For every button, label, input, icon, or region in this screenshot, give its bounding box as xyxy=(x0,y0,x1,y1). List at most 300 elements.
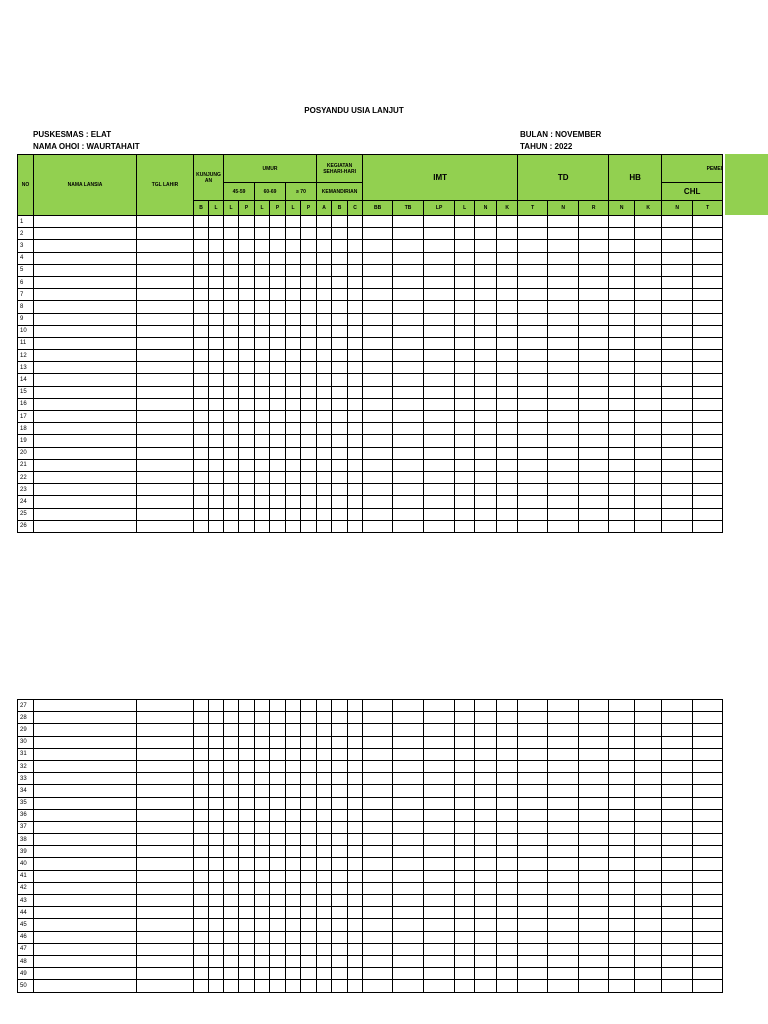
table-cell[interactable] xyxy=(137,459,194,471)
table-cell[interactable] xyxy=(255,252,270,264)
table-cell[interactable] xyxy=(137,907,194,919)
table-cell[interactable] xyxy=(424,337,455,349)
table-cell[interactable] xyxy=(239,797,255,809)
table-cell[interactable] xyxy=(137,228,194,240)
table-cell[interactable] xyxy=(194,264,209,276)
table-cell[interactable] xyxy=(209,821,224,833)
table-cell[interactable] xyxy=(270,374,286,386)
table-cell[interactable] xyxy=(497,435,518,447)
table-cell[interactable] xyxy=(455,821,475,833)
table-cell[interactable] xyxy=(455,252,475,264)
table-cell[interactable] xyxy=(194,700,209,712)
table-cell[interactable] xyxy=(255,712,270,724)
table-cell[interactable] xyxy=(455,459,475,471)
table-cell[interactable] xyxy=(332,325,348,337)
table-cell[interactable] xyxy=(34,907,137,919)
table-cell[interactable] xyxy=(209,870,224,882)
table-cell[interactable] xyxy=(609,943,635,955)
table-cell[interactable] xyxy=(662,907,693,919)
table-cell[interactable] xyxy=(475,325,497,337)
table-cell[interactable] xyxy=(635,870,662,882)
table-cell[interactable] xyxy=(609,337,635,349)
table-cell[interactable] xyxy=(332,748,348,760)
table-cell[interactable] xyxy=(579,748,609,760)
table-cell[interactable] xyxy=(424,508,455,520)
table-cell[interactable] xyxy=(348,252,363,264)
table-cell[interactable] xyxy=(317,496,332,508)
table-cell[interactable] xyxy=(635,797,662,809)
table-cell[interactable] xyxy=(609,760,635,772)
table-cell[interactable] xyxy=(270,748,286,760)
table-cell[interactable] xyxy=(548,216,579,228)
table-cell[interactable] xyxy=(363,374,393,386)
table-cell[interactable] xyxy=(693,325,723,337)
table-cell[interactable] xyxy=(455,907,475,919)
table-cell[interactable] xyxy=(224,350,239,362)
table-cell[interactable] xyxy=(393,411,424,423)
table-cell[interactable] xyxy=(363,252,393,264)
table-cell[interactable] xyxy=(548,252,579,264)
table-cell[interactable] xyxy=(270,362,286,374)
table-cell[interactable] xyxy=(301,313,317,325)
table-cell[interactable] xyxy=(255,423,270,435)
table-cell[interactable] xyxy=(455,423,475,435)
table-cell[interactable] xyxy=(579,301,609,313)
table-cell[interactable] xyxy=(224,386,239,398)
table-cell[interactable] xyxy=(194,907,209,919)
table-cell[interactable] xyxy=(270,411,286,423)
table-cell[interactable] xyxy=(137,520,194,532)
table-cell[interactable] xyxy=(286,313,301,325)
table-cell[interactable] xyxy=(239,484,255,496)
table-cell[interactable] xyxy=(455,736,475,748)
table-cell[interactable] xyxy=(363,508,393,520)
table-cell[interactable] xyxy=(348,264,363,276)
table-cell[interactable] xyxy=(455,773,475,785)
table-cell[interactable] xyxy=(424,362,455,374)
table-cell[interactable] xyxy=(455,797,475,809)
table-cell[interactable] xyxy=(194,773,209,785)
table-cell[interactable] xyxy=(579,834,609,846)
table-cell[interactable] xyxy=(475,748,497,760)
table-cell[interactable] xyxy=(609,423,635,435)
table-cell[interactable] xyxy=(363,797,393,809)
table-cell[interactable] xyxy=(332,809,348,821)
table-cell[interactable] xyxy=(693,423,723,435)
table-cell[interactable] xyxy=(239,350,255,362)
table-cell[interactable] xyxy=(255,882,270,894)
table-cell[interactable] xyxy=(270,447,286,459)
table-cell[interactable] xyxy=(424,736,455,748)
table-cell[interactable] xyxy=(137,931,194,943)
table-cell[interactable] xyxy=(518,301,548,313)
table-cell[interactable] xyxy=(286,834,301,846)
table-cell[interactable] xyxy=(255,834,270,846)
table-cell[interactable] xyxy=(137,980,194,992)
table-cell[interactable] xyxy=(635,700,662,712)
table-cell[interactable] xyxy=(209,325,224,337)
table-cell[interactable] xyxy=(693,700,723,712)
table-cell[interactable] xyxy=(609,228,635,240)
table-cell[interactable] xyxy=(348,289,363,301)
table-cell[interactable] xyxy=(255,313,270,325)
table-cell[interactable] xyxy=(239,712,255,724)
table-cell[interactable] xyxy=(579,895,609,907)
table-cell[interactable] xyxy=(579,350,609,362)
table-cell[interactable] xyxy=(209,968,224,980)
table-cell[interactable] xyxy=(194,276,209,288)
table-cell[interactable] xyxy=(348,325,363,337)
table-cell[interactable] xyxy=(317,459,332,471)
table-cell[interactable] xyxy=(348,216,363,228)
table-cell[interactable] xyxy=(579,785,609,797)
table-cell[interactable] xyxy=(137,943,194,955)
table-cell[interactable] xyxy=(475,496,497,508)
table-cell[interactable] xyxy=(455,785,475,797)
table-cell[interactable] xyxy=(363,484,393,496)
table-cell[interactable] xyxy=(662,374,693,386)
table-cell[interactable] xyxy=(270,834,286,846)
table-cell[interactable] xyxy=(579,411,609,423)
table-cell[interactable] xyxy=(209,895,224,907)
table-cell[interactable] xyxy=(475,484,497,496)
table-cell[interactable] xyxy=(609,797,635,809)
table-cell[interactable] xyxy=(34,276,137,288)
table-cell[interactable] xyxy=(194,374,209,386)
table-cell[interactable] xyxy=(635,301,662,313)
table-cell[interactable] xyxy=(137,398,194,410)
table-cell[interactable] xyxy=(239,228,255,240)
table-cell[interactable] xyxy=(548,797,579,809)
table-cell[interactable] xyxy=(270,846,286,858)
table-cell[interactable] xyxy=(137,809,194,821)
table-cell[interactable] xyxy=(424,773,455,785)
table-cell[interactable] xyxy=(239,337,255,349)
table-cell[interactable] xyxy=(332,362,348,374)
table-cell[interactable] xyxy=(518,895,548,907)
table-cell[interactable] xyxy=(317,797,332,809)
table-cell[interactable] xyxy=(34,700,137,712)
table-cell[interactable] xyxy=(209,337,224,349)
table-cell[interactable] xyxy=(579,968,609,980)
table-cell[interactable] xyxy=(693,337,723,349)
table-cell[interactable] xyxy=(348,968,363,980)
table-cell[interactable] xyxy=(239,907,255,919)
table-cell[interactable] xyxy=(393,834,424,846)
table-cell[interactable] xyxy=(497,846,518,858)
table-cell[interactable] xyxy=(34,484,137,496)
table-cell[interactable] xyxy=(579,712,609,724)
table-cell[interactable] xyxy=(424,968,455,980)
table-cell[interactable] xyxy=(301,435,317,447)
table-cell[interactable] xyxy=(301,411,317,423)
table-cell[interactable] xyxy=(455,943,475,955)
table-cell[interactable] xyxy=(609,484,635,496)
table-cell[interactable] xyxy=(301,216,317,228)
table-cell[interactable] xyxy=(497,870,518,882)
table-cell[interactable] xyxy=(224,484,239,496)
table-cell[interactable] xyxy=(424,301,455,313)
table-cell[interactable] xyxy=(332,700,348,712)
table-cell[interactable] xyxy=(635,362,662,374)
table-cell[interactable] xyxy=(693,520,723,532)
table-cell[interactable] xyxy=(518,955,548,967)
table-cell[interactable] xyxy=(332,520,348,532)
table-cell[interactable] xyxy=(301,471,317,483)
table-cell[interactable] xyxy=(194,785,209,797)
table-cell[interactable] xyxy=(497,520,518,532)
table-cell[interactable] xyxy=(255,907,270,919)
table-cell[interactable] xyxy=(579,724,609,736)
table-cell[interactable] xyxy=(579,276,609,288)
table-cell[interactable] xyxy=(255,362,270,374)
table-cell[interactable] xyxy=(548,895,579,907)
table-cell[interactable] xyxy=(424,834,455,846)
table-cell[interactable] xyxy=(348,834,363,846)
table-cell[interactable] xyxy=(224,520,239,532)
table-cell[interactable] xyxy=(317,736,332,748)
table-cell[interactable] xyxy=(332,398,348,410)
table-cell[interactable] xyxy=(662,398,693,410)
table-cell[interactable] xyxy=(455,760,475,772)
table-cell[interactable] xyxy=(270,724,286,736)
table-cell[interactable] xyxy=(393,882,424,894)
table-cell[interactable] xyxy=(194,228,209,240)
table-cell[interactable] xyxy=(693,435,723,447)
table-cell[interactable] xyxy=(332,943,348,955)
table-cell[interactable] xyxy=(194,435,209,447)
table-cell[interactable] xyxy=(209,980,224,992)
table-cell[interactable] xyxy=(424,955,455,967)
table-cell[interactable] xyxy=(579,289,609,301)
table-cell[interactable] xyxy=(301,785,317,797)
table-cell[interactable] xyxy=(662,496,693,508)
table-cell[interactable] xyxy=(363,968,393,980)
table-cell[interactable] xyxy=(332,289,348,301)
table-cell[interactable] xyxy=(609,907,635,919)
table-cell[interactable] xyxy=(209,882,224,894)
table-cell[interactable] xyxy=(301,337,317,349)
table-cell[interactable] xyxy=(34,471,137,483)
table-cell[interactable] xyxy=(497,325,518,337)
table-cell[interactable] xyxy=(301,325,317,337)
table-cell[interactable] xyxy=(497,907,518,919)
table-cell[interactable] xyxy=(455,712,475,724)
table-cell[interactable] xyxy=(301,980,317,992)
table-cell[interactable] xyxy=(348,301,363,313)
table-cell[interactable] xyxy=(609,520,635,532)
table-cell[interactable] xyxy=(518,736,548,748)
table-cell[interactable] xyxy=(317,301,332,313)
table-cell[interactable] xyxy=(393,289,424,301)
table-cell[interactable] xyxy=(662,350,693,362)
table-cell[interactable] xyxy=(363,447,393,459)
table-cell[interactable] xyxy=(475,968,497,980)
table-cell[interactable] xyxy=(635,289,662,301)
table-cell[interactable] xyxy=(424,289,455,301)
table-cell[interactable] xyxy=(194,301,209,313)
table-cell[interactable] xyxy=(137,435,194,447)
table-cell[interactable] xyxy=(301,240,317,252)
table-cell[interactable] xyxy=(393,301,424,313)
table-cell[interactable] xyxy=(475,760,497,772)
table-cell[interactable] xyxy=(393,870,424,882)
table-cell[interactable] xyxy=(475,785,497,797)
table-cell[interactable] xyxy=(609,508,635,520)
table-cell[interactable] xyxy=(348,228,363,240)
table-cell[interactable] xyxy=(317,411,332,423)
table-cell[interactable] xyxy=(255,980,270,992)
table-cell[interactable] xyxy=(662,264,693,276)
table-cell[interactable] xyxy=(455,919,475,931)
table-cell[interactable] xyxy=(317,435,332,447)
table-cell[interactable] xyxy=(332,724,348,736)
table-cell[interactable] xyxy=(518,386,548,398)
table-cell[interactable] xyxy=(270,459,286,471)
table-cell[interactable] xyxy=(662,447,693,459)
table-cell[interactable] xyxy=(579,398,609,410)
table-cell[interactable] xyxy=(239,748,255,760)
table-cell[interactable] xyxy=(393,313,424,325)
table-cell[interactable] xyxy=(475,931,497,943)
table-cell[interactable] xyxy=(518,496,548,508)
table-cell[interactable] xyxy=(693,228,723,240)
table-cell[interactable] xyxy=(34,423,137,435)
table-cell[interactable] xyxy=(270,809,286,821)
table-cell[interactable] xyxy=(497,447,518,459)
table-cell[interactable] xyxy=(424,882,455,894)
table-cell[interactable] xyxy=(393,968,424,980)
table-cell[interactable] xyxy=(270,350,286,362)
table-cell[interactable] xyxy=(363,289,393,301)
table-cell[interactable] xyxy=(209,907,224,919)
table-cell[interactable] xyxy=(475,216,497,228)
table-cell[interactable] xyxy=(224,748,239,760)
table-cell[interactable] xyxy=(286,325,301,337)
table-cell[interactable] xyxy=(286,760,301,772)
table-cell[interactable] xyxy=(393,907,424,919)
table-cell[interactable] xyxy=(239,447,255,459)
table-cell[interactable] xyxy=(255,301,270,313)
table-cell[interactable] xyxy=(548,785,579,797)
table-cell[interactable] xyxy=(475,228,497,240)
table-cell[interactable] xyxy=(693,760,723,772)
table-cell[interactable] xyxy=(662,423,693,435)
table-cell[interactable] xyxy=(239,858,255,870)
table-cell[interactable] xyxy=(348,520,363,532)
table-cell[interactable] xyxy=(635,748,662,760)
table-cell[interactable] xyxy=(579,216,609,228)
table-cell[interactable] xyxy=(635,931,662,943)
table-cell[interactable] xyxy=(518,325,548,337)
table-cell[interactable] xyxy=(363,216,393,228)
table-cell[interactable] xyxy=(497,785,518,797)
table-cell[interactable] xyxy=(662,895,693,907)
table-cell[interactable] xyxy=(34,943,137,955)
table-cell[interactable] xyxy=(424,496,455,508)
table-cell[interactable] xyxy=(609,821,635,833)
table-cell[interactable] xyxy=(363,435,393,447)
table-cell[interactable] xyxy=(224,907,239,919)
table-cell[interactable] xyxy=(662,337,693,349)
table-cell[interactable] xyxy=(209,313,224,325)
table-cell[interactable] xyxy=(270,423,286,435)
table-cell[interactable] xyxy=(348,313,363,325)
table-cell[interactable] xyxy=(301,447,317,459)
table-cell[interactable] xyxy=(363,240,393,252)
table-cell[interactable] xyxy=(286,423,301,435)
table-cell[interactable] xyxy=(209,350,224,362)
table-cell[interactable] xyxy=(255,264,270,276)
table-cell[interactable] xyxy=(548,362,579,374)
table-cell[interactable] xyxy=(137,423,194,435)
table-cell[interactable] xyxy=(224,955,239,967)
table-cell[interactable] xyxy=(301,907,317,919)
table-cell[interactable] xyxy=(286,846,301,858)
table-cell[interactable] xyxy=(224,846,239,858)
table-cell[interactable] xyxy=(255,870,270,882)
table-cell[interactable] xyxy=(209,931,224,943)
table-cell[interactable] xyxy=(635,895,662,907)
table-cell[interactable] xyxy=(137,846,194,858)
table-cell[interactable] xyxy=(239,834,255,846)
table-cell[interactable] xyxy=(609,882,635,894)
table-cell[interactable] xyxy=(579,907,609,919)
table-cell[interactable] xyxy=(34,240,137,252)
table-cell[interactable] xyxy=(635,313,662,325)
table-cell[interactable] xyxy=(137,386,194,398)
table-cell[interactable] xyxy=(455,411,475,423)
table-cell[interactable] xyxy=(301,374,317,386)
table-cell[interactable] xyxy=(286,447,301,459)
table-cell[interactable] xyxy=(286,785,301,797)
table-cell[interactable] xyxy=(579,374,609,386)
table-cell[interactable] xyxy=(579,435,609,447)
table-cell[interactable] xyxy=(270,907,286,919)
table-cell[interactable] xyxy=(455,313,475,325)
table-cell[interactable] xyxy=(475,520,497,532)
table-cell[interactable] xyxy=(137,724,194,736)
table-cell[interactable] xyxy=(255,411,270,423)
table-cell[interactable] xyxy=(579,700,609,712)
table-cell[interactable] xyxy=(609,773,635,785)
table-cell[interactable] xyxy=(393,895,424,907)
table-cell[interactable] xyxy=(301,834,317,846)
table-cell[interactable] xyxy=(518,350,548,362)
table-cell[interactable] xyxy=(137,968,194,980)
table-cell[interactable] xyxy=(239,216,255,228)
table-cell[interactable] xyxy=(497,337,518,349)
table-cell[interactable] xyxy=(194,955,209,967)
table-cell[interactable] xyxy=(579,919,609,931)
table-cell[interactable] xyxy=(194,447,209,459)
table-cell[interactable] xyxy=(424,821,455,833)
table-cell[interactable] xyxy=(286,484,301,496)
table-cell[interactable] xyxy=(34,337,137,349)
table-cell[interactable] xyxy=(455,834,475,846)
table-cell[interactable] xyxy=(224,895,239,907)
table-cell[interactable] xyxy=(497,834,518,846)
table-cell[interactable] xyxy=(317,423,332,435)
table-cell[interactable] xyxy=(455,435,475,447)
table-cell[interactable] xyxy=(224,724,239,736)
table-cell[interactable] xyxy=(475,907,497,919)
table-cell[interactable] xyxy=(635,423,662,435)
table-cell[interactable] xyxy=(609,496,635,508)
table-cell[interactable] xyxy=(348,374,363,386)
table-cell[interactable] xyxy=(194,471,209,483)
table-cell[interactable] xyxy=(455,895,475,907)
